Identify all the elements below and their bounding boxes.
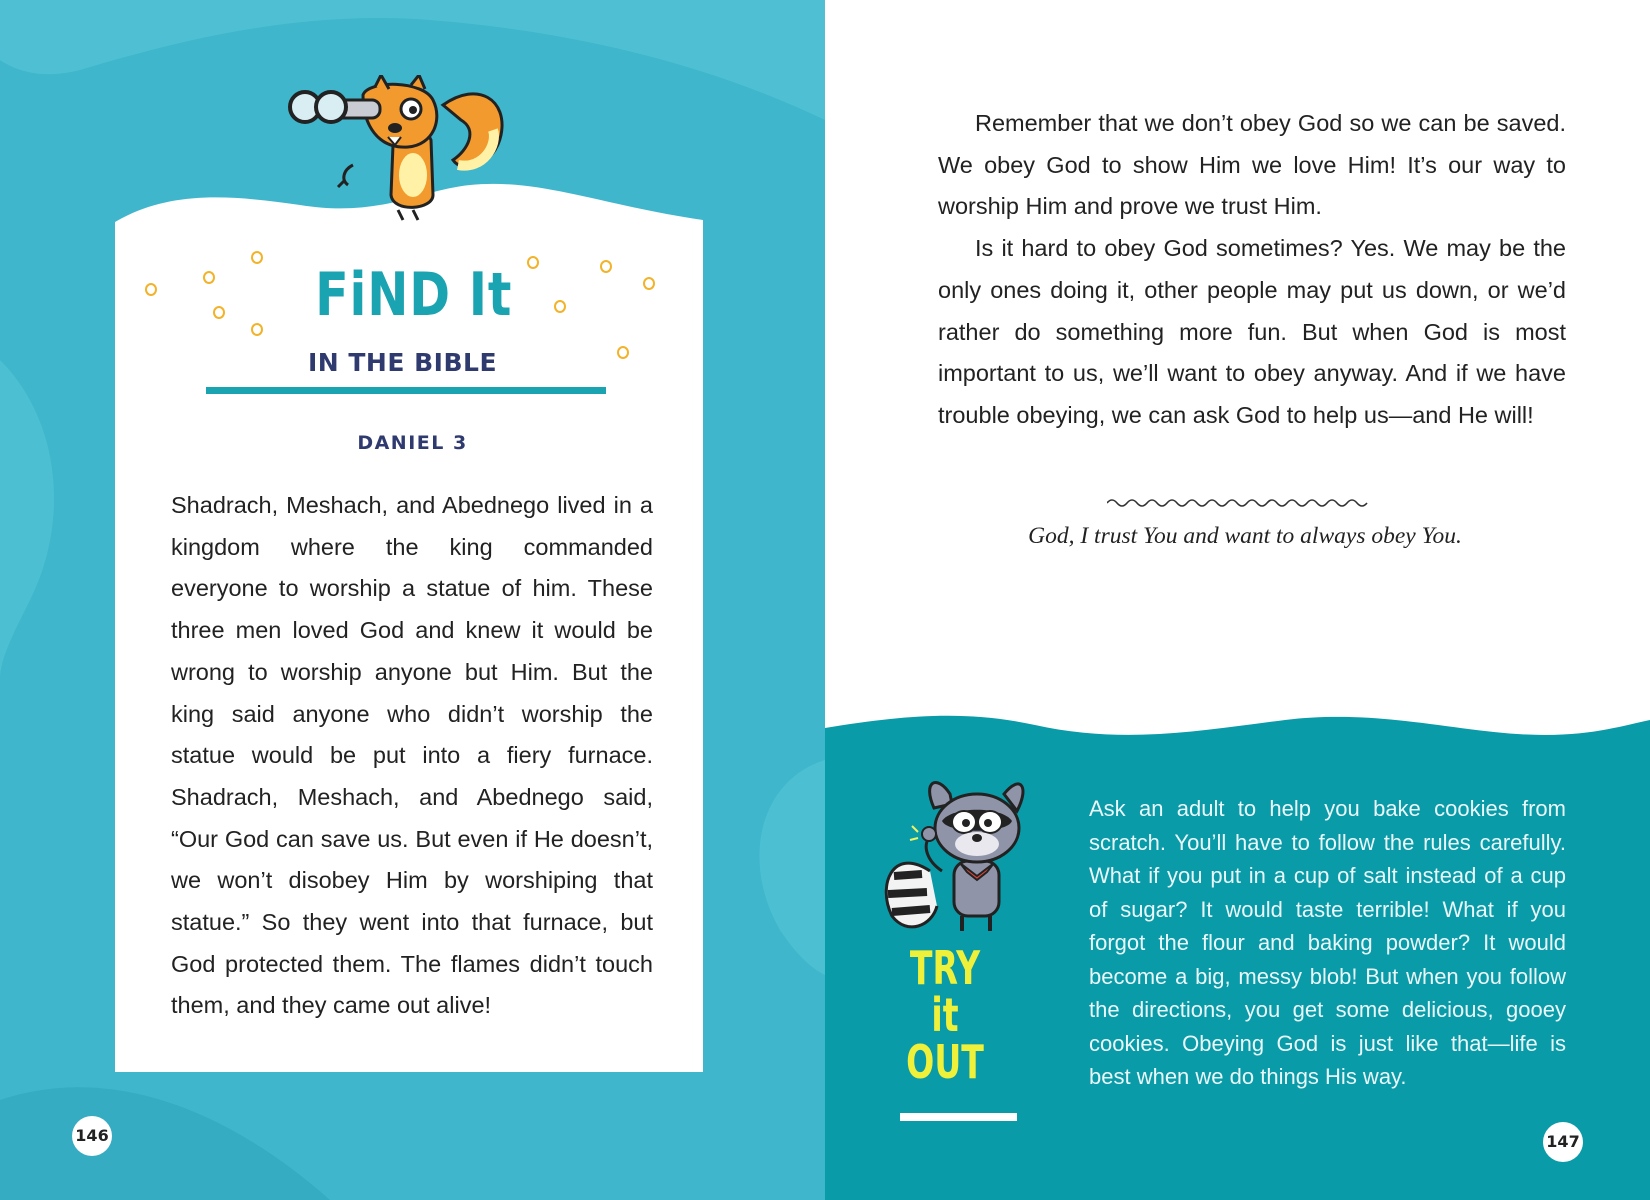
squirrel-with-binoculars-icon bbox=[283, 75, 508, 225]
page-number-left: 146 bbox=[72, 1116, 112, 1156]
bubble-decoration bbox=[203, 271, 215, 284]
try-it-out-paragraph: Ask an adult to help you bake cookies from scratch. You’ll have to follow the rules carefully. What if you put in a cup of salt instead of a cup of sugar? It would taste terrible! What if you forgot the flour and baking powder? It would become a big, messy blob! But when you follow the directions, you get some delicious, gooey cookies. Obeying God is just like that—life is best when we do things His way. bbox=[1089, 796, 1566, 1089]
try-it-out-text bbox=[1089, 792, 1566, 1094]
bubble-decoration bbox=[527, 256, 539, 269]
find-it-subtitle: IN THE BIBLE bbox=[307, 348, 498, 377]
reflection-paragraph-2: Is it hard to obey God sometimes? Yes. We may be the only ones doing it, other people may put us down, or we’d rather do something more fun. But when God is most important to us, we’ll want to obey anyway. And if we have trouble obeying, we can ask God to help us—and He will! bbox=[938, 235, 1566, 428]
bubble-decoration bbox=[617, 346, 629, 359]
try-it-out-title bbox=[891, 941, 999, 1089]
bubble-decoration bbox=[600, 260, 612, 273]
bubble-decoration bbox=[145, 283, 157, 296]
page-number-right: 147 bbox=[1543, 1122, 1583, 1162]
story-paragraph: Shadrach, Meshach, and Abednego lived in a kingdom where the king commanded everyone to worship a statue of him. These three men loved God and knew it would be wrong to worship anyone but Him. But the king said anyone who didn’t worship the statue would be put into a fiery furnace. Shadrach, Meshach, and Abednego said, “Our God can save us. But even if He doesn’t, we won’t disobey Him by worshiping that statue.” So they went into that furnace, but God protected them. The flames didn’t touch them, and they came out alive! bbox=[171, 492, 653, 1019]
passage-reference: DANIEL 3 bbox=[357, 432, 468, 454]
bible-story-text bbox=[171, 485, 653, 1027]
waving-raccoon-icon bbox=[882, 776, 1032, 936]
right-page bbox=[825, 0, 1650, 1200]
bubble-decoration bbox=[251, 251, 263, 264]
bubble-decoration bbox=[213, 306, 225, 319]
try-it-out-underline bbox=[900, 1113, 1017, 1121]
try-it-out-title-line: OUT bbox=[906, 1035, 984, 1089]
try-it-out-title-line: it bbox=[931, 988, 959, 1042]
bubble-decoration bbox=[554, 300, 566, 313]
try-it-out-title-line: TRY bbox=[909, 941, 981, 995]
prayer-text: God, I trust You and want to always obey You. bbox=[1028, 523, 1462, 549]
heading-underline bbox=[206, 387, 606, 394]
bubble-decoration bbox=[643, 277, 655, 290]
bubble-decoration bbox=[251, 323, 263, 336]
find-it-title: FiND It bbox=[315, 260, 513, 330]
reflection-paragraph-1: Remember that we don’t obey God so we can be saved. We obey God to show Him we love Him! It’s our way to worship Him and prove we trust Him. bbox=[938, 110, 1566, 220]
